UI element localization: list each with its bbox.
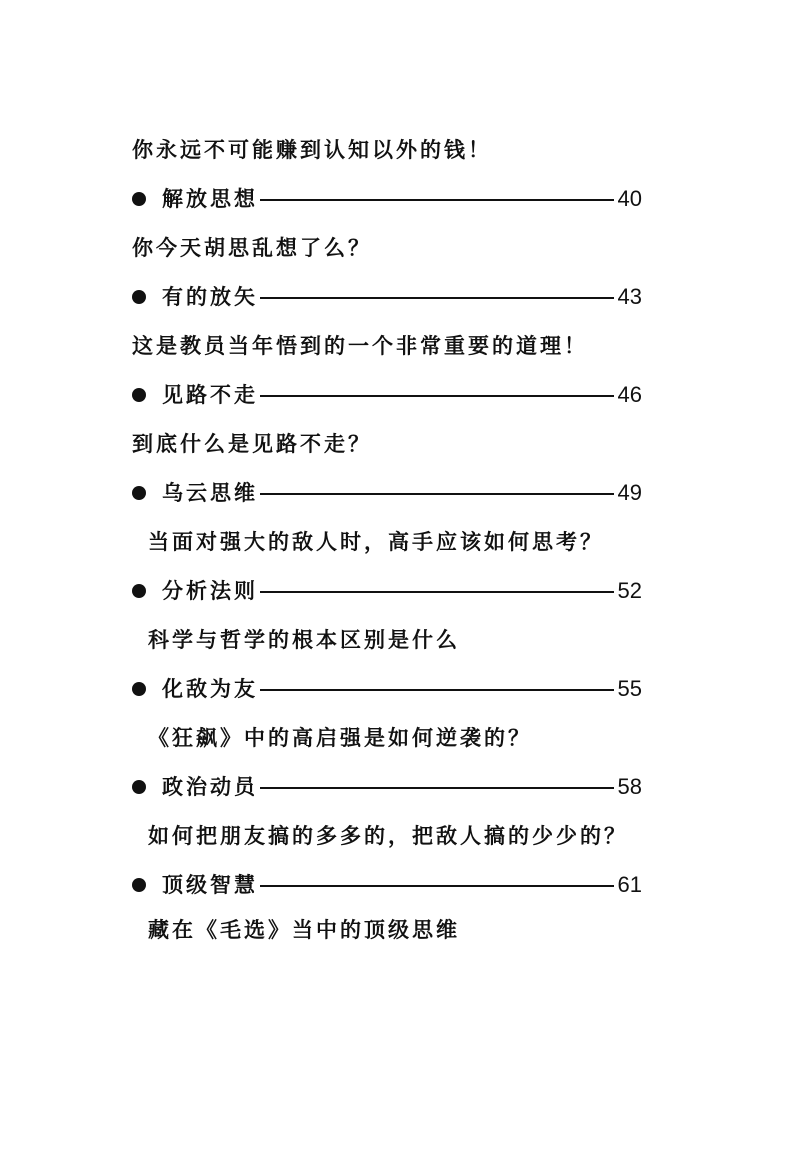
toc-entry[interactable] (132, 184, 642, 214)
toc-subtitle: 你今天胡思乱想了么？ (132, 236, 372, 260)
bullet-icon (132, 584, 146, 598)
toc-subtitle: 到底什么是见路不走？ (132, 432, 372, 456)
toc-entry[interactable] (132, 870, 642, 900)
bullet-icon (132, 192, 146, 206)
bullet-icon (132, 388, 146, 402)
toc-subtitle: 藏在《毛选》当中的顶级思维 (148, 918, 460, 942)
toc-subtitle: 这是教员当年悟到的一个非常重要的道理！ (132, 334, 588, 358)
toc-subtitle: 科学与哲学的根本区别是什么 (148, 628, 460, 652)
leader-line (260, 885, 614, 887)
toc-page-number: 55 (617, 676, 642, 701)
toc-entry-title: 分析法则 (162, 579, 258, 603)
bullet-icon (132, 486, 146, 500)
leader-line (260, 689, 614, 691)
leader-line (260, 493, 614, 495)
toc-entry[interactable] (132, 772, 642, 802)
toc-page-number: 43 (617, 284, 642, 309)
leader-line (260, 591, 614, 593)
toc-entry[interactable] (132, 282, 642, 312)
leader-line (260, 395, 614, 397)
toc-subtitle: 你永远不可能赚到认知以外的钱！ (132, 138, 492, 162)
toc-subtitle: 《狂飙》中的高启强是如何逆袭的？ (148, 726, 532, 750)
toc-entry-title: 解放思想 (162, 187, 258, 211)
toc-entry-title: 政治动员 (162, 775, 258, 799)
toc-entry-title: 有的放矢 (162, 285, 258, 309)
toc-page-number: 61 (617, 872, 642, 897)
toc-page-number: 40 (617, 186, 642, 211)
bullet-icon (132, 780, 146, 794)
leader-line (260, 787, 614, 789)
toc-entry[interactable] (132, 478, 642, 508)
toc-page-number: 52 (617, 578, 642, 603)
leader-line (260, 199, 614, 201)
toc-entry[interactable] (132, 380, 642, 410)
toc-page-number: 58 (617, 774, 642, 799)
toc-page-number: 46 (617, 382, 642, 407)
toc-entry-title: 化敌为友 (162, 677, 258, 701)
toc-entry-title: 见路不走 (162, 383, 258, 407)
toc-subtitle: 如何把朋友搞的多多的，把敌人搞的少少的？ (148, 824, 628, 848)
leader-line (260, 297, 614, 299)
bullet-icon (132, 290, 146, 304)
toc-entry-title: 顶级智慧 (162, 873, 258, 897)
toc-entry-title: 乌云思维 (162, 481, 258, 505)
toc-entry[interactable] (132, 576, 642, 606)
bullet-icon (132, 682, 146, 696)
bullet-icon (132, 878, 146, 892)
toc-subtitle: 当面对强大的敌人时，高手应该如何思考？ (148, 530, 604, 554)
toc-page-number: 49 (617, 480, 642, 505)
toc-entry[interactable] (132, 674, 642, 704)
